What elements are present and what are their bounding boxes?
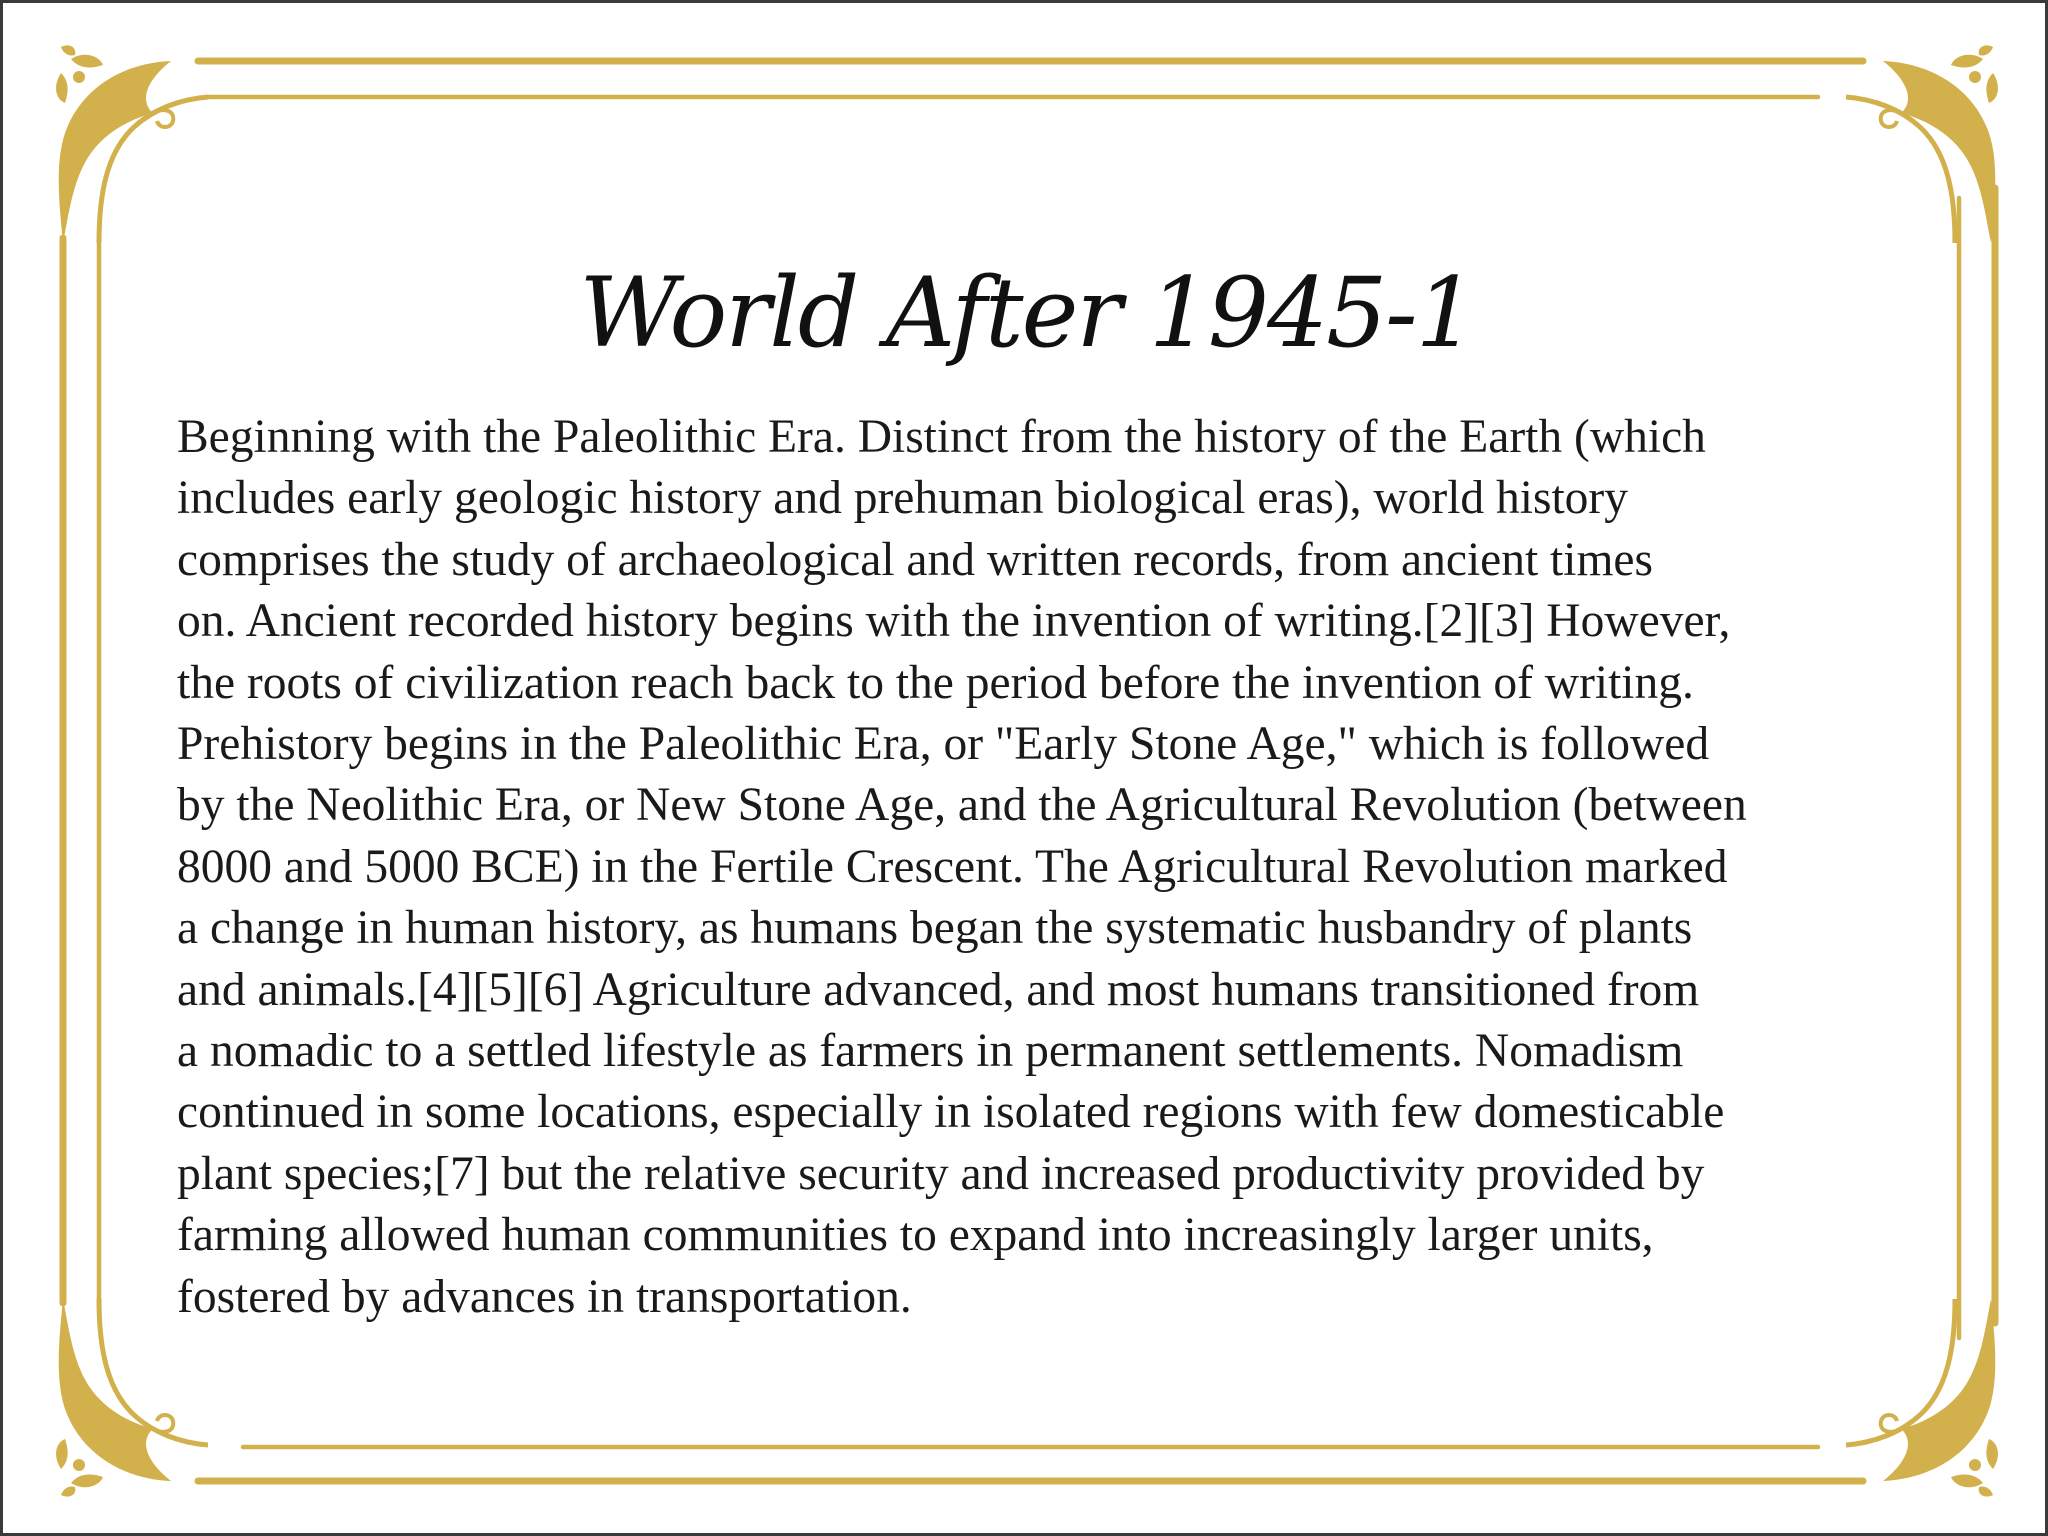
- body-line: comprises the study of archaeological and written records, from ancient times: [177, 533, 1653, 586]
- body-line: a change in human history, as humans began the systematic husbandry of plants: [177, 902, 1693, 955]
- body-line: plant species;[7] but the relative security and increased productivity provided by: [177, 1147, 1705, 1200]
- body-line: the roots of civilization reach back to the period before the invention of writing.: [177, 656, 1694, 709]
- body-line: a nomadic to a settled lifestyle as farmers in permanent settlements. Nomadism: [177, 1025, 1684, 1078]
- body-line: by the Neolithic Era, or New Stone Age, and the Agricultural Revolution (between: [177, 779, 1747, 832]
- body-line: Prehistory begins in the Paleolithic Era, or "Early Stone Age," which is followed: [177, 718, 1710, 771]
- body-line: and animals.[4][5][6] Agriculture advanced, and most humans transitioned from: [177, 963, 1700, 1016]
- body-line: includes early geologic history and prehuman biological eras), world history: [177, 472, 1628, 525]
- corner-ornament-top-left: [56, 45, 208, 243]
- body-line: farming allowed human communities to expand into increasingly larger units,: [177, 1209, 1654, 1262]
- slide-body-text: [177, 407, 1967, 1328]
- slide-title: World After 1945-1: [579, 257, 1475, 369]
- body-line: Beginning with the Paleolithic Era. Distinct from the history of the Earth (which: [177, 411, 1706, 463]
- corner-ornament-top-right: [1846, 45, 1998, 243]
- corner-ornament-bottom-left: [56, 1299, 208, 1497]
- body-line: fostered by advances in transportation.: [177, 1270, 912, 1323]
- body-line: on. Ancient recorded history begins with the invention of writing.[2][3] However,: [177, 595, 1731, 648]
- corner-ornament-bottom-right: [1846, 1299, 1998, 1497]
- body-line: 8000 and 5000 BCE) in the Fertile Crescent. The Agricultural Revolution marked: [177, 840, 1728, 893]
- body-line: continued in some locations, especially in isolated regions with few domesticable: [177, 1086, 1725, 1139]
